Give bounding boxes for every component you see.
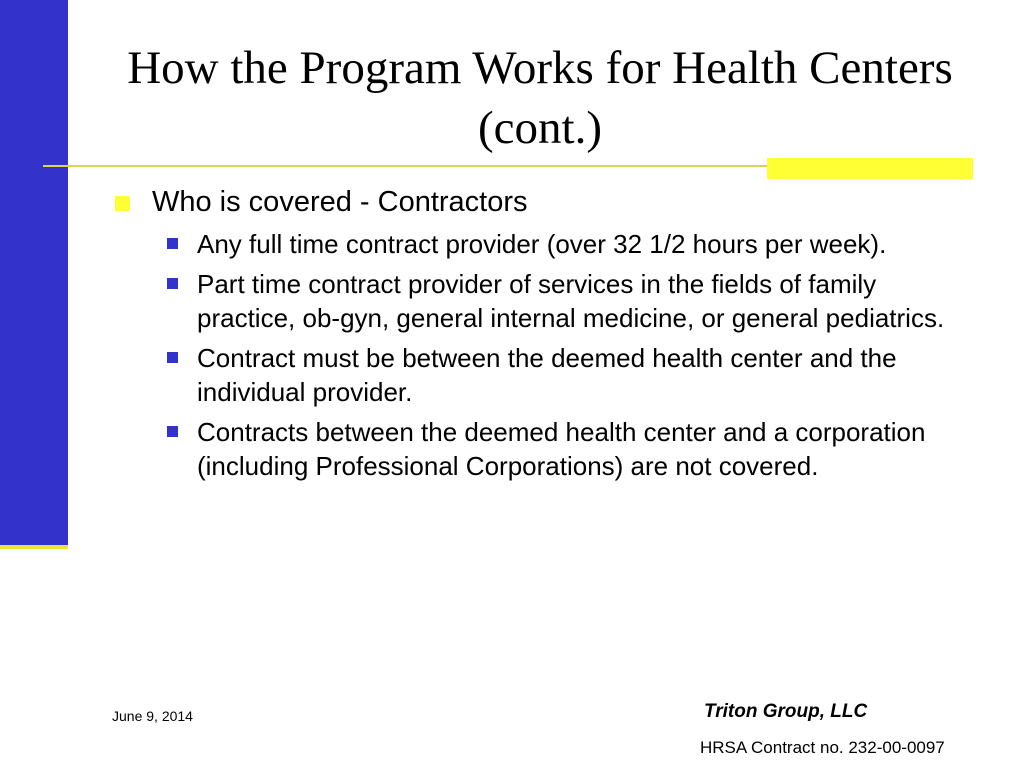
sub-bullet-text: Contract must be between the deemed health center and the individual provider. <box>197 343 897 407</box>
square-bullet-icon <box>115 196 130 211</box>
footer-contract-number: HRSA Contract no. 232-00-0097 <box>700 738 945 757</box>
sub-bullet-text: Any full time contract provider (over 32 1/2 hours per week). <box>197 229 887 259</box>
sub-bullet <box>167 227 975 261</box>
square-bullet-icon <box>167 352 178 363</box>
sub-bullet-text: Contracts between the deemed health center and a corporation (including Professional Corporations) are not covered. <box>197 417 926 481</box>
sub-bullet <box>167 267 975 335</box>
bullet-text: Who is covered - Contractors <box>152 186 528 218</box>
left-yellow-accent <box>0 545 68 549</box>
square-bullet-icon <box>167 278 178 289</box>
title-yellow-accent <box>767 158 973 179</box>
square-bullet-icon <box>167 426 178 437</box>
footer-company: Triton Group, LLC <box>704 701 868 722</box>
slide-title: How the Program Works for Health Centers (cont.) <box>127 42 953 154</box>
left-blue-bar <box>0 0 68 545</box>
bullet-level-1 <box>115 185 975 219</box>
sub-bullet-text: Part time contract provider of services in the fields of family practice, ob-gyn, general internal medicine, or general pediatrics. <box>197 269 945 333</box>
square-bullet-icon <box>167 238 178 249</box>
footer-date: June 9, 2014 <box>112 708 193 724</box>
slide-body <box>115 185 975 489</box>
sub-bullet <box>167 341 975 409</box>
sub-bullet <box>167 415 975 483</box>
